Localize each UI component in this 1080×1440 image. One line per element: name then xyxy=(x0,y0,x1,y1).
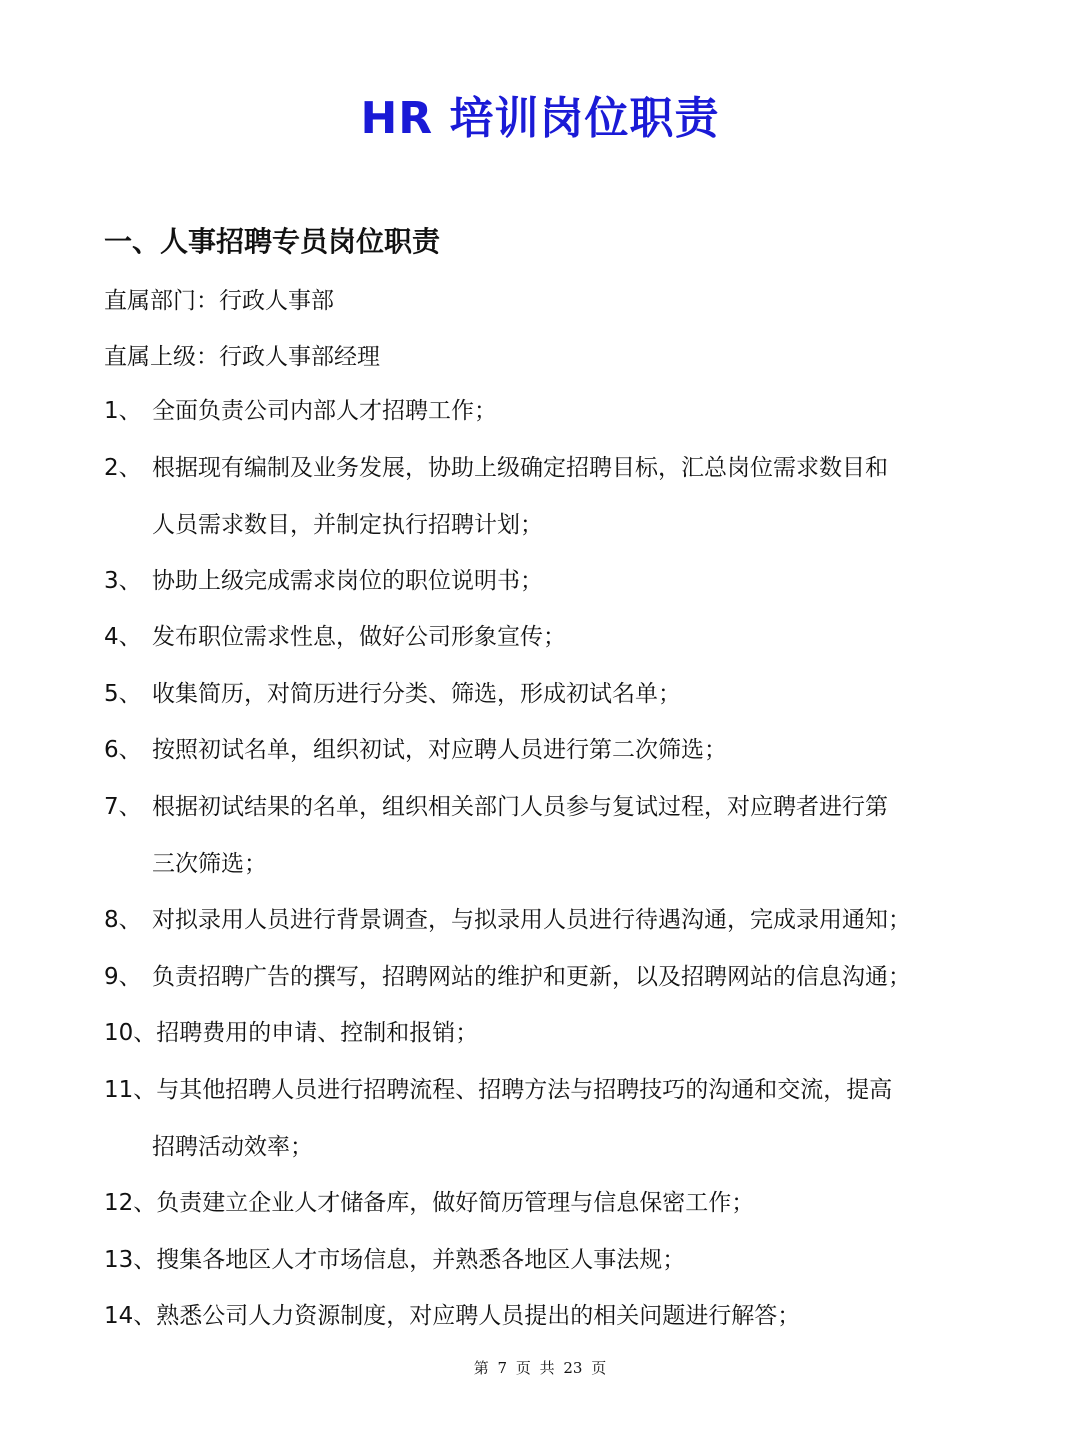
duty-item-11 xyxy=(104,1062,984,1176)
item-text: 根据现有编制及业务发展，协助上级确定招聘目标，汇总岗位需求数目和 xyxy=(152,455,888,481)
document-title: HR 培训岗位职责 xyxy=(360,93,720,144)
page-footer: 第 7 页 共 23 页 xyxy=(473,1359,607,1377)
item-number: 10、 xyxy=(104,1020,157,1046)
item-text: 搜集各地区人才市场信息，并熟悉各地区人事法规； xyxy=(156,1247,686,1273)
duty-item-14 xyxy=(104,1288,984,1345)
item-number: 14、 xyxy=(104,1303,157,1329)
item-number: 2、 xyxy=(104,455,142,481)
item-text: 负责招聘广告的撰写，招聘网站的维护和更新，以及招聘网站的信息沟通； xyxy=(152,964,911,990)
item-text: 招聘费用的申请、控制和报销； xyxy=(156,1020,479,1046)
item-text: 协助上级完成需求岗位的职位说明书； xyxy=(152,568,543,594)
item-number: 13、 xyxy=(104,1247,157,1273)
duty-item-12 xyxy=(104,1175,984,1232)
item-text: 负责建立企业人才储备库，做好简历管理与信息保密工作； xyxy=(156,1190,755,1216)
duty-item-1 xyxy=(104,383,984,440)
item-text: 根据初试结果的名单，组织相关部门人员参与复试过程，对应聘者进行第 xyxy=(152,794,888,820)
section-heading: 一、人事招聘专员岗位职责 xyxy=(104,225,441,258)
item-number: 7、 xyxy=(104,794,142,820)
department-line: 直属部门：行政人事部 xyxy=(104,288,334,314)
supervisor-line: 直属上级：行政人事部经理 xyxy=(104,344,380,370)
item-text: 熟悉公司人力资源制度，对应聘人员提出的相关问题进行解答； xyxy=(156,1303,801,1329)
item-text: 对拟录用人员进行背景调查，与拟录用人员进行待遇沟通，完成录用通知； xyxy=(152,907,911,933)
item-number: 1、 xyxy=(104,398,142,424)
duty-item-9 xyxy=(104,949,984,1006)
item-number: 5、 xyxy=(104,681,142,707)
item-text-continued: 三次筛选； xyxy=(152,851,267,877)
item-number: 12、 xyxy=(104,1190,157,1216)
duty-item-10 xyxy=(104,1005,984,1062)
item-text-continued: 招聘活动效率； xyxy=(152,1134,313,1160)
duty-item-3 xyxy=(104,553,984,610)
item-text: 发布职位需求性息，做好公司形象宣传； xyxy=(152,624,566,650)
duty-item-13 xyxy=(104,1232,984,1289)
item-text: 全面负责公司内部人才招聘工作； xyxy=(152,398,497,424)
duty-item-5 xyxy=(104,666,984,723)
duty-item-7 xyxy=(104,779,984,893)
item-text: 按照初试名单，组织初试，对应聘人员进行第二次筛选； xyxy=(152,737,727,763)
item-number: 8、 xyxy=(104,907,142,933)
duty-item-4 xyxy=(104,609,984,666)
item-number: 3、 xyxy=(104,568,142,594)
item-number: 9、 xyxy=(104,964,142,990)
item-text-continued: 人员需求数目，并制定执行招聘计划； xyxy=(152,512,543,538)
item-number: 4、 xyxy=(104,624,142,650)
item-number: 6、 xyxy=(104,737,142,763)
duty-item-8 xyxy=(104,892,984,949)
item-number: 11、 xyxy=(104,1077,157,1103)
duty-item-2 xyxy=(104,440,984,554)
item-text: 收集简历，对简历进行分类、筛选，形成初试名单； xyxy=(152,681,681,707)
item-text: 与其他招聘人员进行招聘流程、招聘方法与招聘技巧的沟通和交流，提高 xyxy=(156,1077,893,1103)
duty-item-6 xyxy=(104,722,984,779)
